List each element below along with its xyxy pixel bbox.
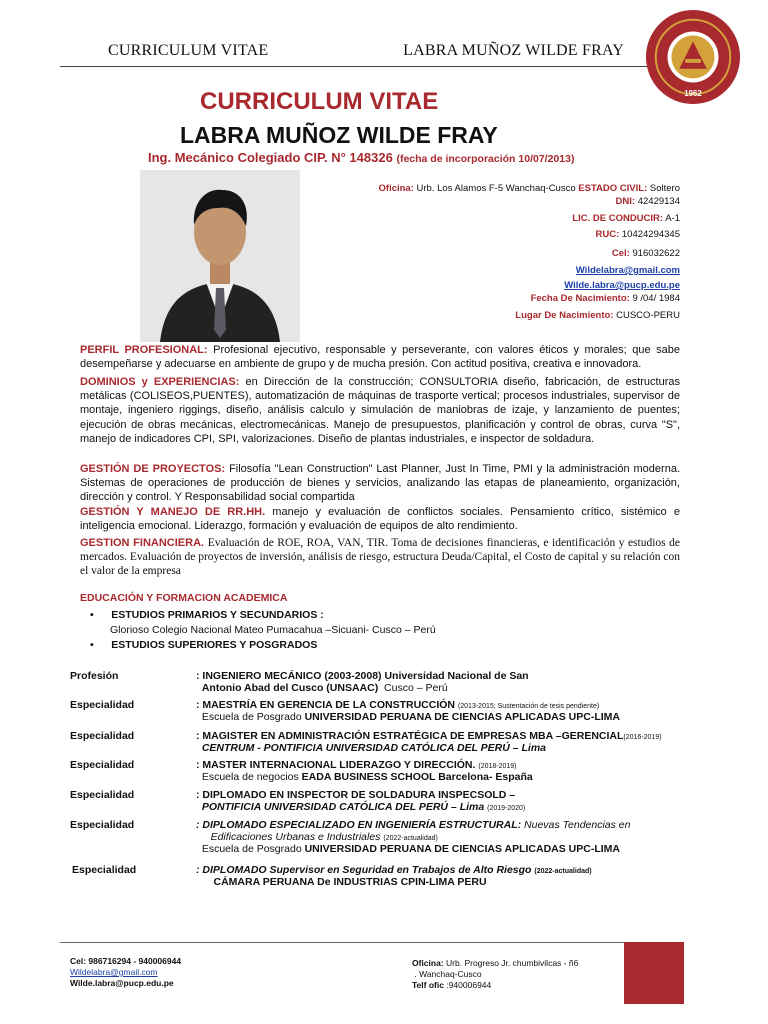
footer-email-2: Wilde.labra@pucp.edu.pe: [70, 978, 174, 988]
education-title: EDUCACIÓN Y FORMACION ACADEMICA: [80, 592, 288, 604]
gestion-rrhh-section: GESTIÓN Y MANEJO DE RR.HH. manejo y evaluación de conflictos sociales. Pensamiento crítico, sistémico e inteligencia emocional. Liderazgo, formación y evaluación de equipos de alto rendimiento.: [80, 506, 681, 533]
table-row: Especialidad : MASTER INTERNACIONAL LIDERAZGO Y DIRECCIÓN. (2018-2019) Escuela de negocios EADA BUSINESS SCHOOL Barcelona- España: [70, 759, 533, 783]
footer-contact: [70, 956, 181, 989]
person-name: LABRA MUÑOZ WILDE FRAY: [180, 122, 498, 148]
footer-divider: [60, 942, 684, 943]
birthdate-row: Fecha De Nacimiento: 9 /04/ 1984: [530, 293, 680, 304]
email-row-2[interactable]: [564, 280, 680, 291]
office-row: Oficina: Urb. Los Alamos F-5 Wanchaq-Cusco ESTADO CIVIL: Soltero: [378, 183, 680, 194]
perfil-section: PERFIL PROFESIONAL: Profesional ejecutivo, responsable y perseverante, con valores éticos y morales; que sabe desempeñarse y adecuarse en ambiente de grupo y de mucha presión. Con actitud positiva, creativa e innovadora.: [80, 344, 680, 371]
profession-subtitle: [148, 150, 574, 165]
gestion-proyectos-section: GESTIÓN DE PROYECTOS: Filosofía "Lean Construction" Last Planner, Just In Time, PMI y la administración moderna. Sistemas de operaciones de producción de bienes y servicios, analizando las etapas de planeamiento, organización, dirección y control. Y Responsabilidad social compartida: [80, 463, 680, 504]
email-row-1[interactable]: [576, 265, 680, 276]
table-row: Profesión : INGENIERO MECÁNICO (2003-2008) Universidad Nacional de San Antonio Abad del Cusco (UNSAAC) Cusco – Perú: [70, 670, 529, 694]
table-row: Especialidad : DIPLOMADO EN INSPECTOR DE SOLDADURA INSPECSOLD – PONTIFICIA UNIVERSIDAD CATÓLICA DEL PERÚ – Lima (2019-2020): [70, 789, 526, 813]
bullet-primary: • ESTUDIOS PRIMARIOS Y SECUNDARIOS :: [90, 609, 324, 621]
email-link-2[interactable]: Wilde.labra@pucp.edu.pe: [564, 280, 680, 291]
table-row: Especialidad : MAESTRÍA EN GERENCIA DE LA CONSTRUCCIÓN (2013-2015; Sustentación de tesis pendiente) Escuela de Posgrado UNIVERSIDAD PERUANA DE CIENCIAS APLICADAS UPC-LIMA: [70, 699, 620, 723]
email-link-1[interactable]: Wildelabra@gmail.com: [575, 265, 680, 276]
footer-cel: Cel: 986716294 - 940006944: [70, 956, 182, 966]
ruc-row: RUC: 10424294345: [595, 229, 680, 240]
header-right: LABRA MUÑOZ WILDE FRAY: [403, 42, 624, 59]
profession-title: Ing. Mecánico Colegiado CIP. N° 148326: [148, 150, 393, 165]
gestion-financiera-section: GESTION FINANCIERA. Evaluación de ROE, ROA, VAN, TIR. Toma de decisiones financieras, e identificación y estudios de mercados. Evaluación de proyectos de inversión, análisis de riesgo, estructura Deuda/Capital, el Costo de capital y su relación con el valor de la empresa: [80, 537, 680, 578]
school-text: Glorioso Colegio Nacional Mateo Pumacahua –Sicuani- Cusco – Perú: [110, 624, 436, 636]
cel-row: Cel: 916032622: [611, 248, 680, 259]
footer-office: Oficina: Urb. Progreso Jr. chumbivilcas - ñ6 . Wanchaq-Cusco Telf ofic :940006944: [412, 958, 579, 990]
table-row: Especialidad : DIPLOMADO Supervisor en Seguridad en Trabajos de Alto Riesgo (2022-actualidad) CÁMARA PERUANA De INDUSTRIAS CPIN-LIMA PERU: [72, 864, 592, 888]
table-row: Especialidad : MAGISTER EN ADMINISTRACIÓN ESTRATÉGICA DE EMPRESAS MBA –GERENCIAL(2016-2019) CENTRUM - PONTIFICIA UNIVERSIDAD CATÓLICA DEL PERÚ – Lima: [70, 730, 662, 754]
bullet-superior: • ESTUDIOS SUPERIORES Y POSGRADOS: [90, 639, 318, 651]
footer-email-1[interactable]: Wildelabra@gmail.com: [70, 967, 158, 977]
birthplace-row: Lugar De Nacimiento: CUSCO-PERU: [515, 310, 680, 321]
table-row: Especialidad : DIPLOMADO ESPECIALIZADO EN INGENIERÍA ESTRUCTURAL: Nuevas Tendencias en Edificaciones Urbanas e Industriales (2022-actualidad) Escuela de Posgrado UNIVERSIDAD PERUANA DE CIENCIAS APLICADAS UPC-LIMA: [70, 819, 631, 855]
header-left: CURRICULUM VITAE: [108, 42, 269, 59]
dni-row: DNI: 42429134: [615, 196, 680, 207]
page-title: CURRICULUM VITAE: [200, 88, 439, 115]
college-seal-icon: [644, 8, 742, 106]
seal-year: 1962: [684, 89, 702, 99]
incorporation-date: (fecha de incorporación 10/07/2013): [396, 153, 575, 165]
header-divider: [60, 66, 708, 67]
footer-accent-block: [624, 942, 684, 1004]
profile-photo: [140, 170, 300, 342]
dominios-section: DOMINIOS y EXPERIENCIAS: en Dirección de la construcción; CONSULTORIA diseño, fabricación, de estructuras metálicas (COLISEOS,PUENTES), automatización de máquinas de trasporte vertical; procesos industriales, supervisor de montaje, ingeniero riggings, diseño, análisis calculo y simulación de maniobras de izaje, y lanzamiento de puentes; ejecución de obras mecánicas, electromecánicas. Manejo de presupuestos, planificación y control de obras, curva "S", manejo de indicadores CPI, SPI, valorizaciones. Diseño de plantas industriales, e inspector de soldadura.: [80, 376, 680, 445]
license-row: LIC. DE CONDUCIR: A-1: [572, 213, 680, 224]
